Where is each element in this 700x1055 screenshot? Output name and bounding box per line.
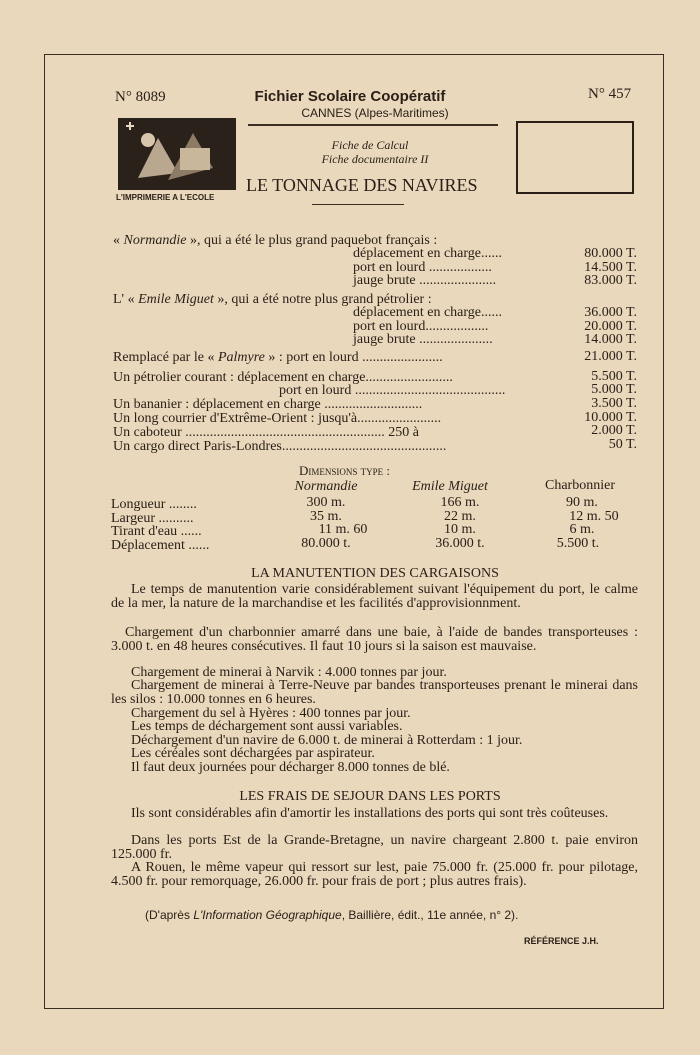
manutention-p7: Déchargement d'un navire de 6.000 t. de minerai à Rotterdam : 1 jour.	[131, 733, 523, 748]
manutention-p9: Il faut deux journées pour décharger 8.000 tonnes de blé.	[131, 760, 450, 775]
ship-name-normandie: Normandie	[123, 233, 187, 248]
manutention-p6: Les temps de déchargement sont aussi variables.	[131, 719, 403, 734]
n-row-1-label: déplacement en charge......	[353, 246, 503, 261]
dim-col-emile-miguet: Emile Miguet	[412, 479, 488, 494]
dim-row-2-normandie: 35 m.	[310, 509, 342, 524]
n-row-2-value: 14.500 T.	[584, 260, 637, 275]
n-row-1-value: 80.000 T.	[584, 246, 637, 261]
page-title: LE TONNAGE DES NAVIRES	[246, 175, 478, 195]
other-row-1-value: 5.500 T.	[591, 369, 637, 384]
other-row-2-label: port en lourd ...........................................	[279, 383, 506, 398]
dim-col-normandie: Normandie	[294, 479, 358, 494]
manutention-p5: Chargement du sel à Hyères : 400 tonnes par jour.	[131, 706, 411, 721]
dim-row-4-normandie: 80.000 t.	[301, 536, 351, 551]
manutention-p8: Les céréales sont déchargées par aspirateur.	[131, 746, 375, 761]
e-row-2-label: port en lourd..................	[353, 319, 489, 334]
manutention-heading: LA MANUTENTION DES CARGAISONS	[251, 566, 499, 581]
dim-row-1-charbonnier: 90 m.	[566, 495, 598, 510]
source-citation: (D'après L'Information Géographique, Baillière, édit., 11e année, n° 2).	[145, 908, 519, 922]
other-row-1-label: Un pétrolier courant : déplacement en charge.........................	[113, 370, 453, 385]
card-number-left: N° 8089	[115, 89, 166, 105]
dim-row-1-normandie: 300 m.	[306, 495, 346, 510]
dim-row-2-emile: 22 m.	[444, 509, 476, 524]
frais-heading: LES FRAIS DE SEJOUR DANS LES PORTS	[239, 789, 501, 804]
other-row-5-label: Un caboteur ......................................................... 250 à	[113, 425, 420, 440]
n-row-3-label: jauge brute ......................	[353, 273, 497, 288]
manutention-p1: Le temps de manutention varie considérablement suivant l'équipement du port, le calme de la mer, la nature de la marchandise et les facilités d'approvisionnment.	[111, 582, 638, 611]
other-row-6-value: 50 T.	[608, 437, 637, 452]
palmyre-row: Remplacé par le « Palmyre » : port en lourd .......................	[113, 350, 443, 365]
fiche-type-1: Fiche de Calcul	[331, 138, 409, 152]
manutention-p3: Chargement de minerai à Narvik : 4.000 tonnes par jour.	[131, 665, 447, 680]
dim-row-2-label: Largeur ..........	[111, 511, 194, 526]
source-publication: L'Information Géographique	[193, 908, 342, 922]
n-row-3-value: 83.000 T.	[584, 273, 637, 288]
dim-row-4-charbonnier: 5.500 t.	[556, 536, 600, 551]
dim-row-3-charbonnier: 6 m.	[569, 522, 595, 537]
fiche-type-2: Fiche documentaire II	[321, 152, 429, 166]
reference: RÉFÉRENCE J.H.	[524, 936, 599, 946]
ship-name-emile-miguet: Emile Miguet	[138, 292, 214, 307]
dim-row-2-charbonnier: 12 m. 50	[569, 509, 619, 524]
dim-row-3-label: Tirant d'eau ......	[111, 524, 202, 539]
dim-row-3-normandie: 11 m. 60	[318, 522, 368, 537]
dim-row-1-emile: 166 m.	[440, 495, 480, 510]
manutention-p4: Chargement de minerai à Terre-Neuve par bandes transporteuses prenant le minerai dans les silos : 10.000 tonnes en 6 heures.	[111, 678, 638, 707]
frais-p1: Ils sont considérables afin d'amortir les installations des ports qui sont très coûteuses.	[131, 806, 609, 821]
org-name: Fichier Scolaire Coopératif	[254, 88, 446, 105]
other-row-5-value: 2.000 T.	[591, 423, 637, 438]
org-city: CANNES (Alpes-Maritimes)	[301, 106, 449, 120]
dim-col-charbonnier: Charbonnier	[545, 478, 615, 493]
dim-row-3-emile: 10 m.	[444, 522, 476, 537]
title-underline	[312, 204, 404, 205]
palmyre-value: 21.000 T.	[584, 349, 637, 364]
card-number-right: N° 457	[588, 86, 632, 102]
other-row-6-label: Un cargo direct Paris-Londres...............................................	[113, 439, 447, 454]
header-rule	[248, 124, 498, 126]
other-row-3-value: 3.500 T.	[591, 396, 637, 411]
ship-name-palmyre: Palmyre	[217, 350, 265, 365]
other-row-4-label: Un long courrier d'Extrême-Orient : jusqu'à........................	[113, 411, 442, 426]
dimensions-heading: Dimensions type :	[299, 463, 391, 478]
e-row-1-label: déplacement en charge......	[353, 305, 503, 320]
dim-row-4-emile: 36.000 t.	[435, 536, 485, 551]
emile-intro: L' « Emile Miguet », qui a été notre plus grand pétrolier :	[113, 292, 432, 307]
n-row-2-label: port en lourd ..................	[353, 260, 492, 275]
dim-row-4-label: Déplacement ......	[111, 538, 210, 553]
manutention-p2: Chargement d'un charbonnier amarré dans une baie, à l'aide de bandes transporteuses : 3.000 t. en 48 heures consécutives. Il faut 10 jours si la saison est mauvaise.	[111, 625, 638, 654]
other-row-4-value: 10.000 T.	[584, 410, 637, 425]
other-row-3-label: Un bananier : déplacement en charge ............................	[113, 397, 423, 412]
frais-p2: Dans les ports Est de la Grande-Bretagne, un navire chargeant 2.800 t. paie environ 125.000 fr.	[111, 833, 638, 862]
other-row-2-value: 5.000 T.	[591, 382, 637, 397]
e-row-3-label: jauge brute .....................	[353, 332, 493, 347]
stamp-box	[516, 121, 634, 194]
logo-caption: L'IMPRIMERIE A L'ECOLE	[116, 193, 215, 202]
normandie-intro: « Normandie », qui a été le plus grand paquebot français :	[113, 233, 438, 248]
e-row-2-value: 20.000 T.	[584, 319, 637, 334]
dim-row-1-label: Longueur ........	[111, 497, 197, 512]
e-row-3-value: 14.000 T.	[584, 332, 637, 347]
e-row-1-value: 36.000 T.	[584, 305, 637, 320]
frais-p3: A Rouen, le même vapeur qui ressort sur lest, paie 75.000 fr. (25.000 fr. pour pilotage, 4.500 fr. pour remorquage, 26.000 fr. pour frais de port ; plus autres frais).	[111, 860, 638, 889]
